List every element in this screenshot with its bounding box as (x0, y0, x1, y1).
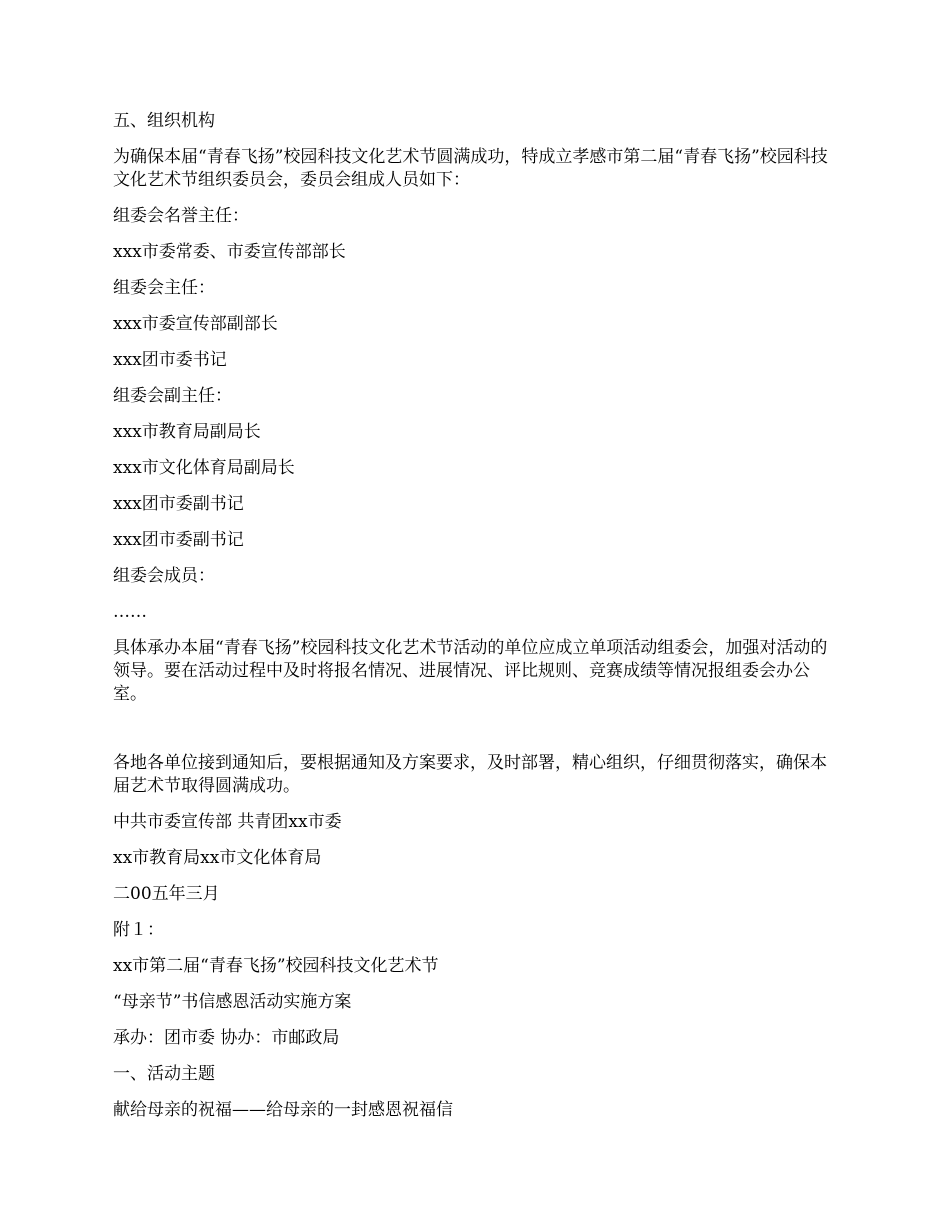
theme-line: 献给母亲的祝福——给母亲的一封感恩祝福信 (113, 1100, 453, 1120)
section-heading-theme: 一、活动主题 (113, 1064, 215, 1084)
attachment-label: 附１： (113, 920, 164, 940)
organizers-line: 承办：团市委 协办：市邮政局 (113, 1028, 340, 1048)
member-line: xxx市委宣传部副部长 (113, 314, 278, 334)
paragraph-closing-instructions: 各地各单位接到通知后，要根据通知及方案要求，及时部署，精心组织，仔细贯彻落实，确保本届艺术节取得圆满成功。 (113, 753, 827, 796)
issuer-line: 中共市委宣传部 共青团xx市委 (113, 812, 342, 832)
document-body (113, 110, 843, 1135)
paragraph-committee-intro: 为确保本届“青春飞扬”校园科技文化艺术节圆满成功，特成立孝感市第二届“青春飞扬”校园科技文化艺术节组织委员会，委员会组成人员如下： (113, 147, 828, 190)
member-line: xxx市委常委、市委宣传部部长 (113, 242, 346, 262)
label-honorary-director: 组委会名誉主任： (113, 206, 249, 226)
ellipsis-line: …… (113, 602, 147, 622)
member-line: xxx市教育局副局长 (113, 422, 261, 442)
date-line: 二00五年三月 (113, 884, 220, 904)
member-line: xxx团市委副书记 (113, 494, 244, 514)
paragraph-gap (113, 719, 843, 752)
attachment-subtitle: “母亲节”书信感恩活动实施方案 (113, 992, 352, 1012)
label-director: 组委会主任： (113, 278, 215, 298)
member-line: xxx市文化体育局副局长 (113, 458, 295, 478)
label-deputy-director: 组委会副主任： (113, 386, 232, 406)
section-heading-organization: 五、组织机构 (113, 111, 215, 131)
attachment-title: xx市第二届“青春飞扬”校园科技文化艺术节 (113, 956, 439, 976)
member-line: xxx团市委副书记 (113, 530, 244, 550)
paragraph-organizer-duties: 具体承办本届“青春飞扬”校园科技文化艺术节活动的单位应成立单项活动组委会，加强对活动的领导。要在活动过程中及时将报名情况、进展情况、评比规则、竞赛成绩等情况报组委会办公室。 (113, 638, 828, 704)
label-members: 组委会成员： (113, 566, 215, 586)
member-line: xxx团市委书记 (113, 350, 227, 370)
issuer-line: xx市教育局xx市文化体育局 (113, 848, 322, 868)
